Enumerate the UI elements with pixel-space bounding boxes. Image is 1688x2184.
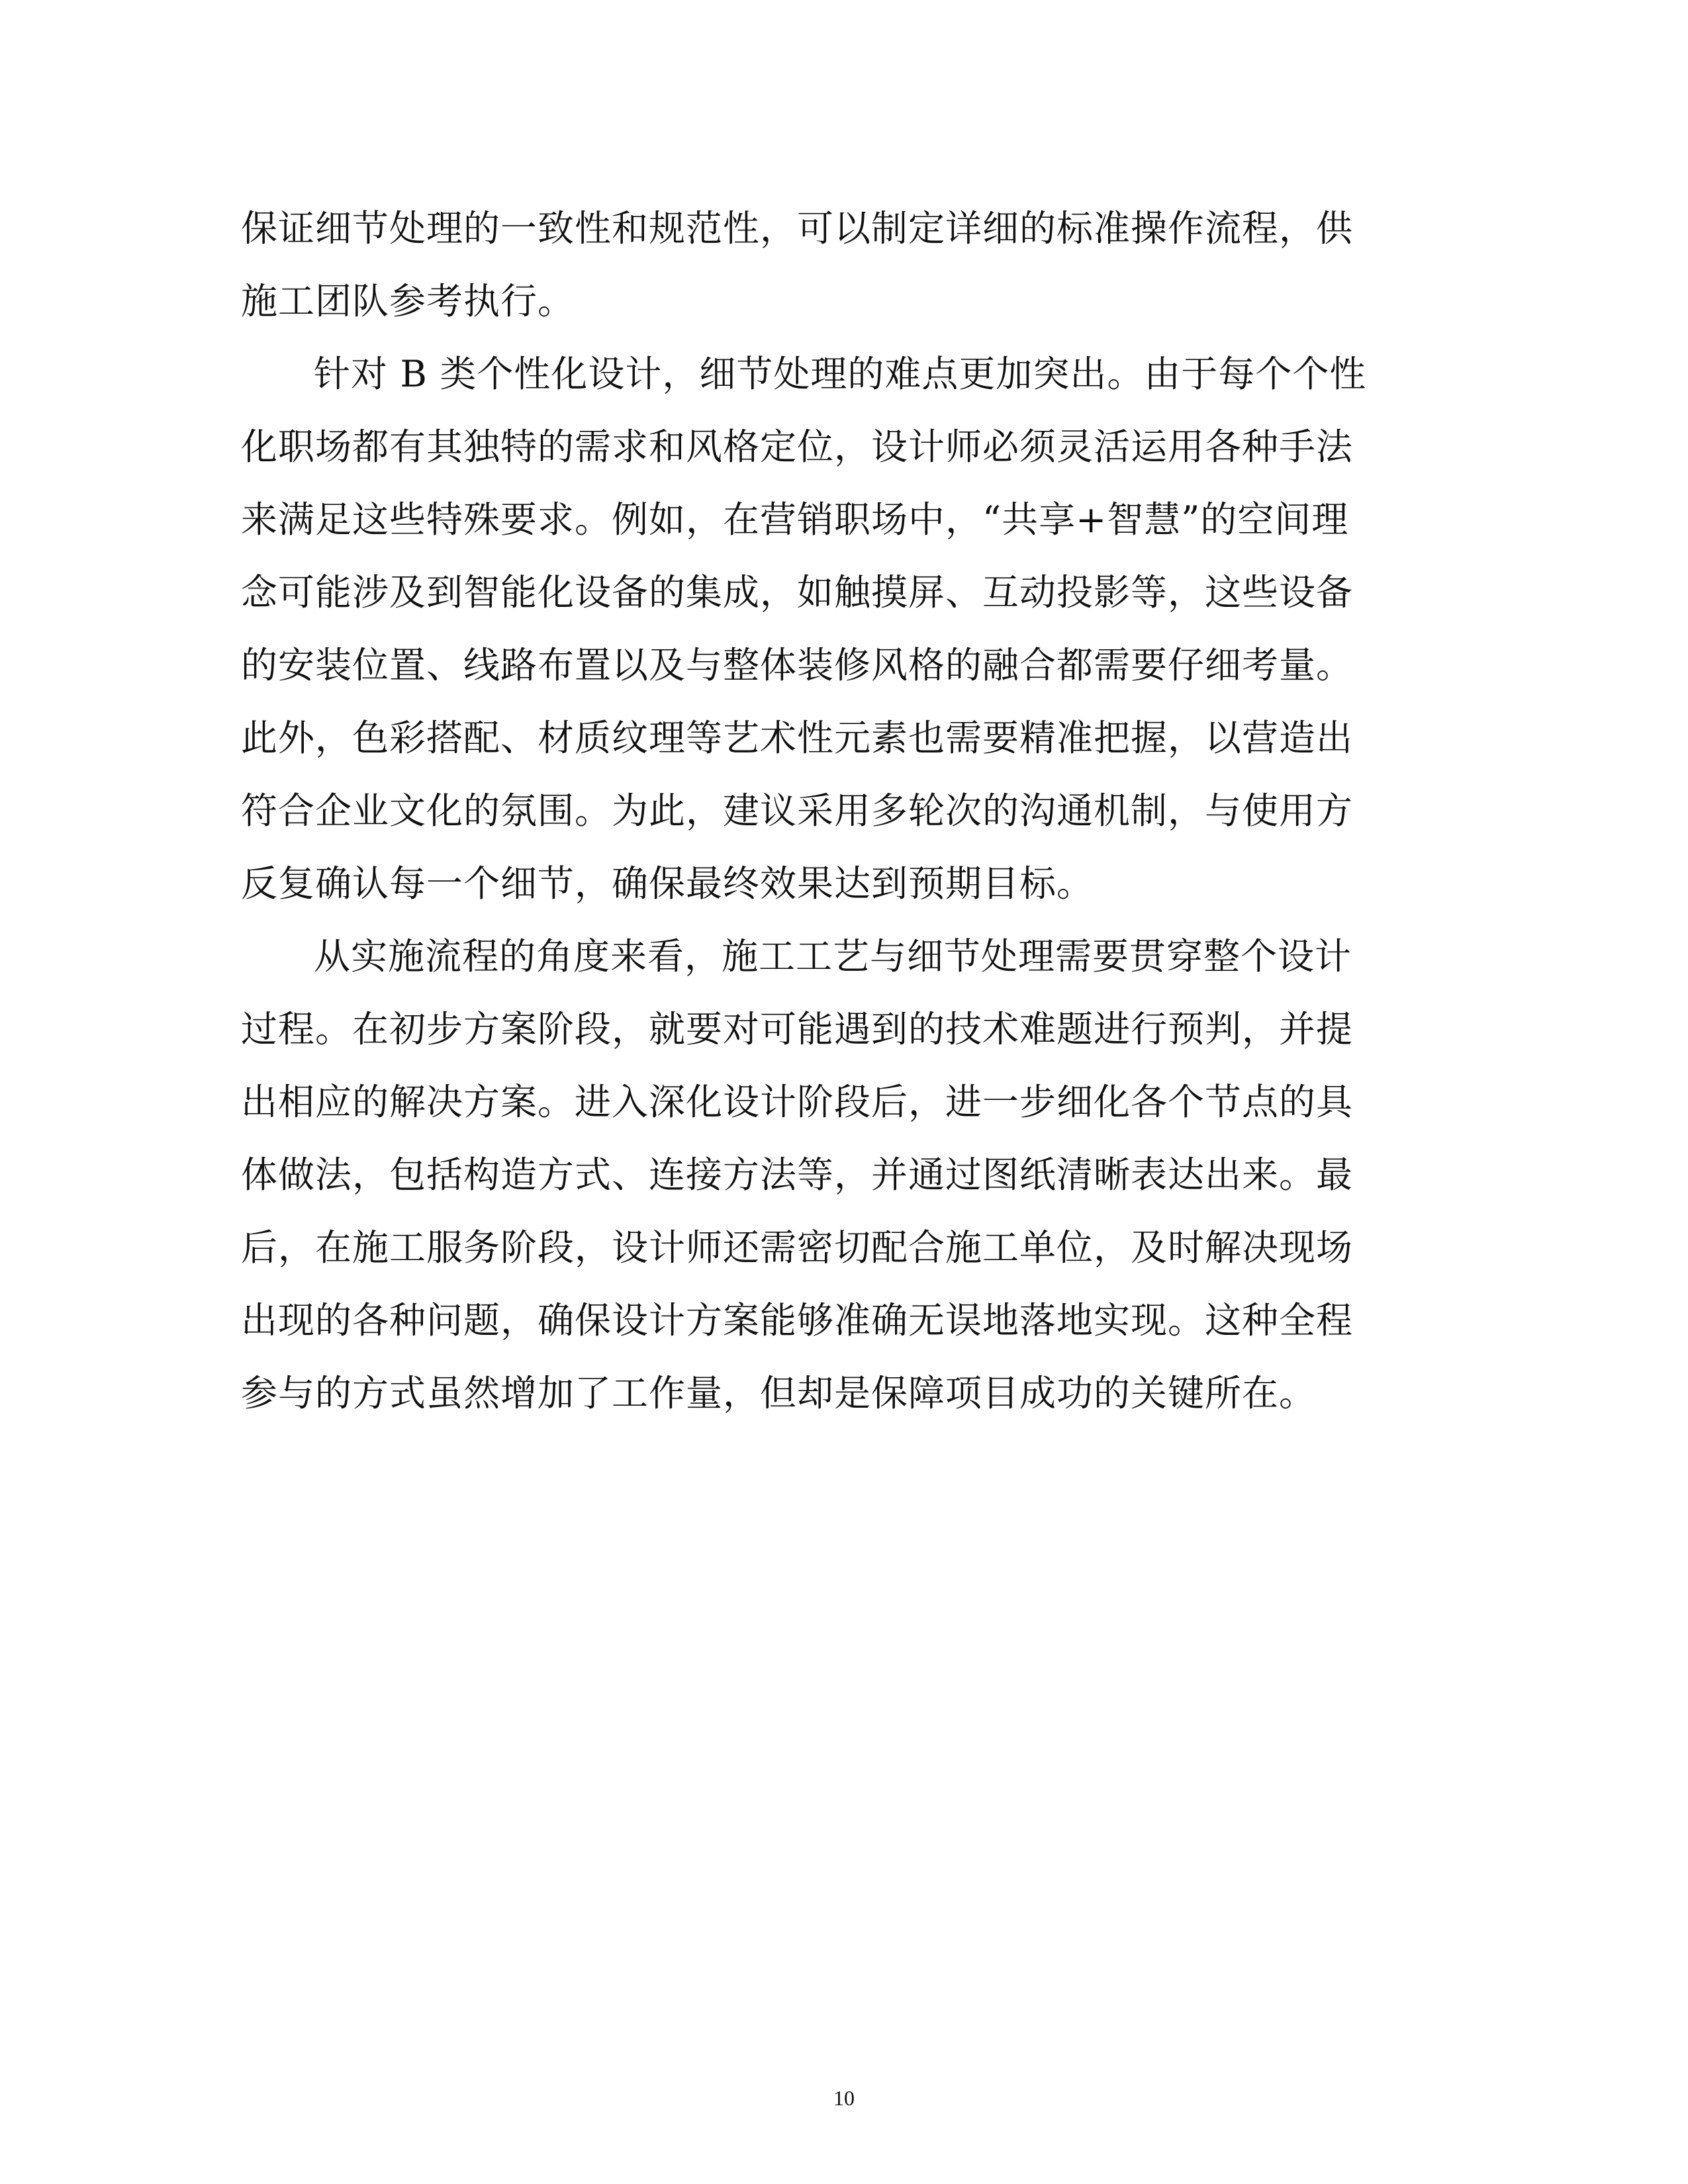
text-line: 参与的方式虽然增加了工作量，但却是保障项目成功的关键所在。 [241,1372,1317,1414]
text-line: 出现的各种问题，确保设计方案能够准确无误地落地实现。这种全程 [241,1299,1354,1342]
text-line: 从实施流程的角度来看，施工工艺与细节处理需要贯穿整个设计 [314,935,1352,978]
text-line: 化职场都有其独特的需求和风格定位，设计师必须灵活运用各种手法 [241,426,1354,468]
text-line: 的安装位置、线路布置以及与整体装修风格的融合都需要仔细考量。 [241,644,1354,686]
text-line: 体做法，包括构造方式、连接方法等，并通过图纸清晰表达出来。最 [241,1154,1354,1196]
text-line: 后，在施工服务阶段，设计师还需密切配合施工单位，及时解决现场 [241,1226,1354,1269]
text-line: 出相应的解决方案。进入深化设计阶段后，进一步细化各个节点的具 [241,1081,1354,1123]
text-line: 反复确认每一个细节，确保最终效果达到预期目标。 [241,862,1094,905]
text-line: 符合企业文化的氛围。为此，建议采用多轮次的沟通机制，与使用方 [241,790,1354,832]
text-line: 此外，色彩搭配、材质纹理等艺术性元素也需要精准把握，以营造出 [241,717,1354,759]
text-line: 来满足这些特殊要求。例如，在营销职场中，“共享+智慧”的空间理 [241,498,1349,541]
text-line: 施工团队参考执行。 [241,280,575,322]
text-line: 过程。在初步方案阶段，就要对可能遇到的技术难题进行预判，并提 [241,1008,1354,1050]
text-line: 念可能涉及到智能化设备的集成，如触摸屏、互动投影等，这些设备 [241,571,1354,614]
page-number: 10 [833,2086,855,2110]
text-line: 保证细节处理的一致性和规范性，可以制定详细的标准操作流程，供 [241,207,1354,250]
text-line: 针对 B 类个性化设计，细节处理的难点更加突出。由于每个个性 [314,353,1367,395]
